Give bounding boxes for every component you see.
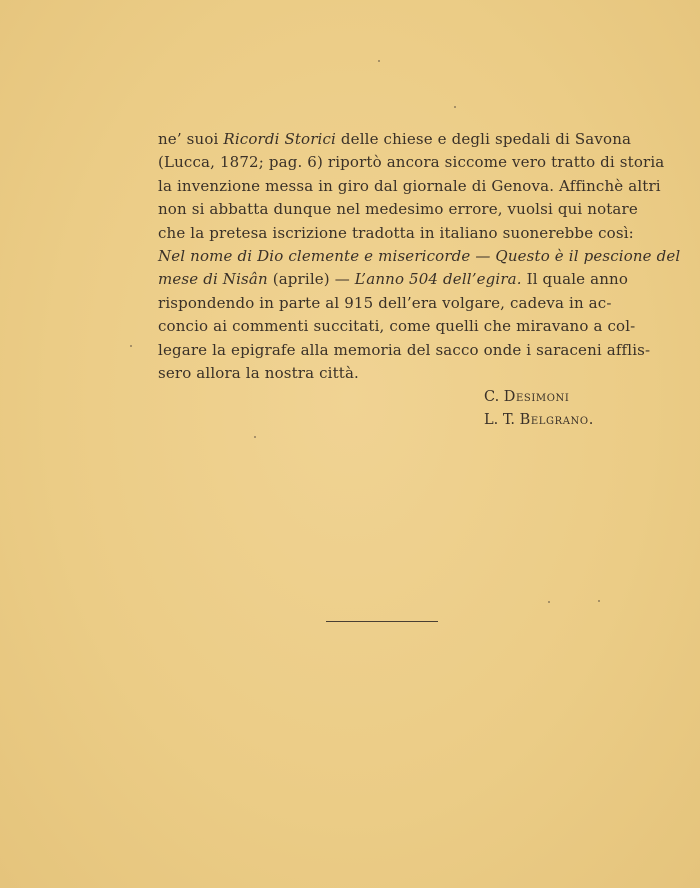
- paper-speck: [598, 600, 600, 602]
- paper-speck: [454, 106, 456, 108]
- text-line: [158, 198, 638, 221]
- text-line: [158, 175, 661, 198]
- signature-block: [484, 386, 594, 432]
- text-segment: Il quale anno: [521, 270, 629, 289]
- paper-speck: [548, 601, 550, 603]
- text-segment: delle chiese e degli spedali di Savona: [336, 130, 632, 148]
- signature-surname: Belgrano.: [519, 412, 594, 428]
- text-segment: non si abbatta dunque nel medesimo errore, vuolsi qui notare: [158, 200, 638, 219]
- text-segment: che la pretesa iscrizione tradotta in italiano suonerebbe così:: [158, 223, 634, 242]
- text-line: [158, 268, 629, 291]
- paper-speck: [378, 60, 380, 62]
- text-segment: legare la epigrafe alla memoria del sacco onde i saraceni afflis-: [158, 340, 651, 359]
- text-segment: ne’ suoi: [158, 130, 224, 148]
- italic-segment: Ricordi Storici: [223, 130, 337, 148]
- body-paragraph: [158, 128, 681, 385]
- signature-initials: C.: [484, 389, 504, 405]
- text-line: [158, 222, 634, 245]
- text-segment: sero allora la nostra città.: [158, 364, 359, 383]
- signature-surname: Desimoni: [503, 389, 570, 405]
- section-divider: [326, 621, 438, 622]
- text-segment: la invenzione messa in giro dal giornale di Genova. Affinchè altri: [158, 176, 661, 195]
- text-line: [158, 315, 636, 338]
- text-line: [158, 362, 610, 385]
- text-line: [158, 292, 610, 315]
- signature-initials: L. T.: [484, 412, 520, 428]
- text-line: [158, 339, 651, 362]
- italic-segment: mese di Nisân: [158, 270, 268, 289]
- signature-belgrano: [484, 409, 594, 432]
- paper-speck: [254, 436, 256, 438]
- text-line: [158, 245, 681, 268]
- paper-speck: [130, 345, 132, 347]
- text-line: [158, 128, 632, 151]
- italic-segment: Nel nome di Dio clemente e misericorde — Questo è il pescione del: [158, 247, 681, 266]
- italic-segment: L’anno 504 dell’egira.: [354, 270, 522, 289]
- text-line: [158, 151, 665, 174]
- text-segment: (aprile) —: [267, 270, 355, 289]
- text-segment: rispondendo in parte al 915 dell’era volgare, cadeva in ac-: [158, 293, 612, 312]
- text-segment: concio ai commenti succitati, come quelli che miravano a col-: [158, 317, 636, 336]
- signature-desimoni: [484, 386, 594, 409]
- text-segment: (Lucca, 1872; pag. 6) riportò ancora siccome vero tratto di storia: [158, 153, 665, 172]
